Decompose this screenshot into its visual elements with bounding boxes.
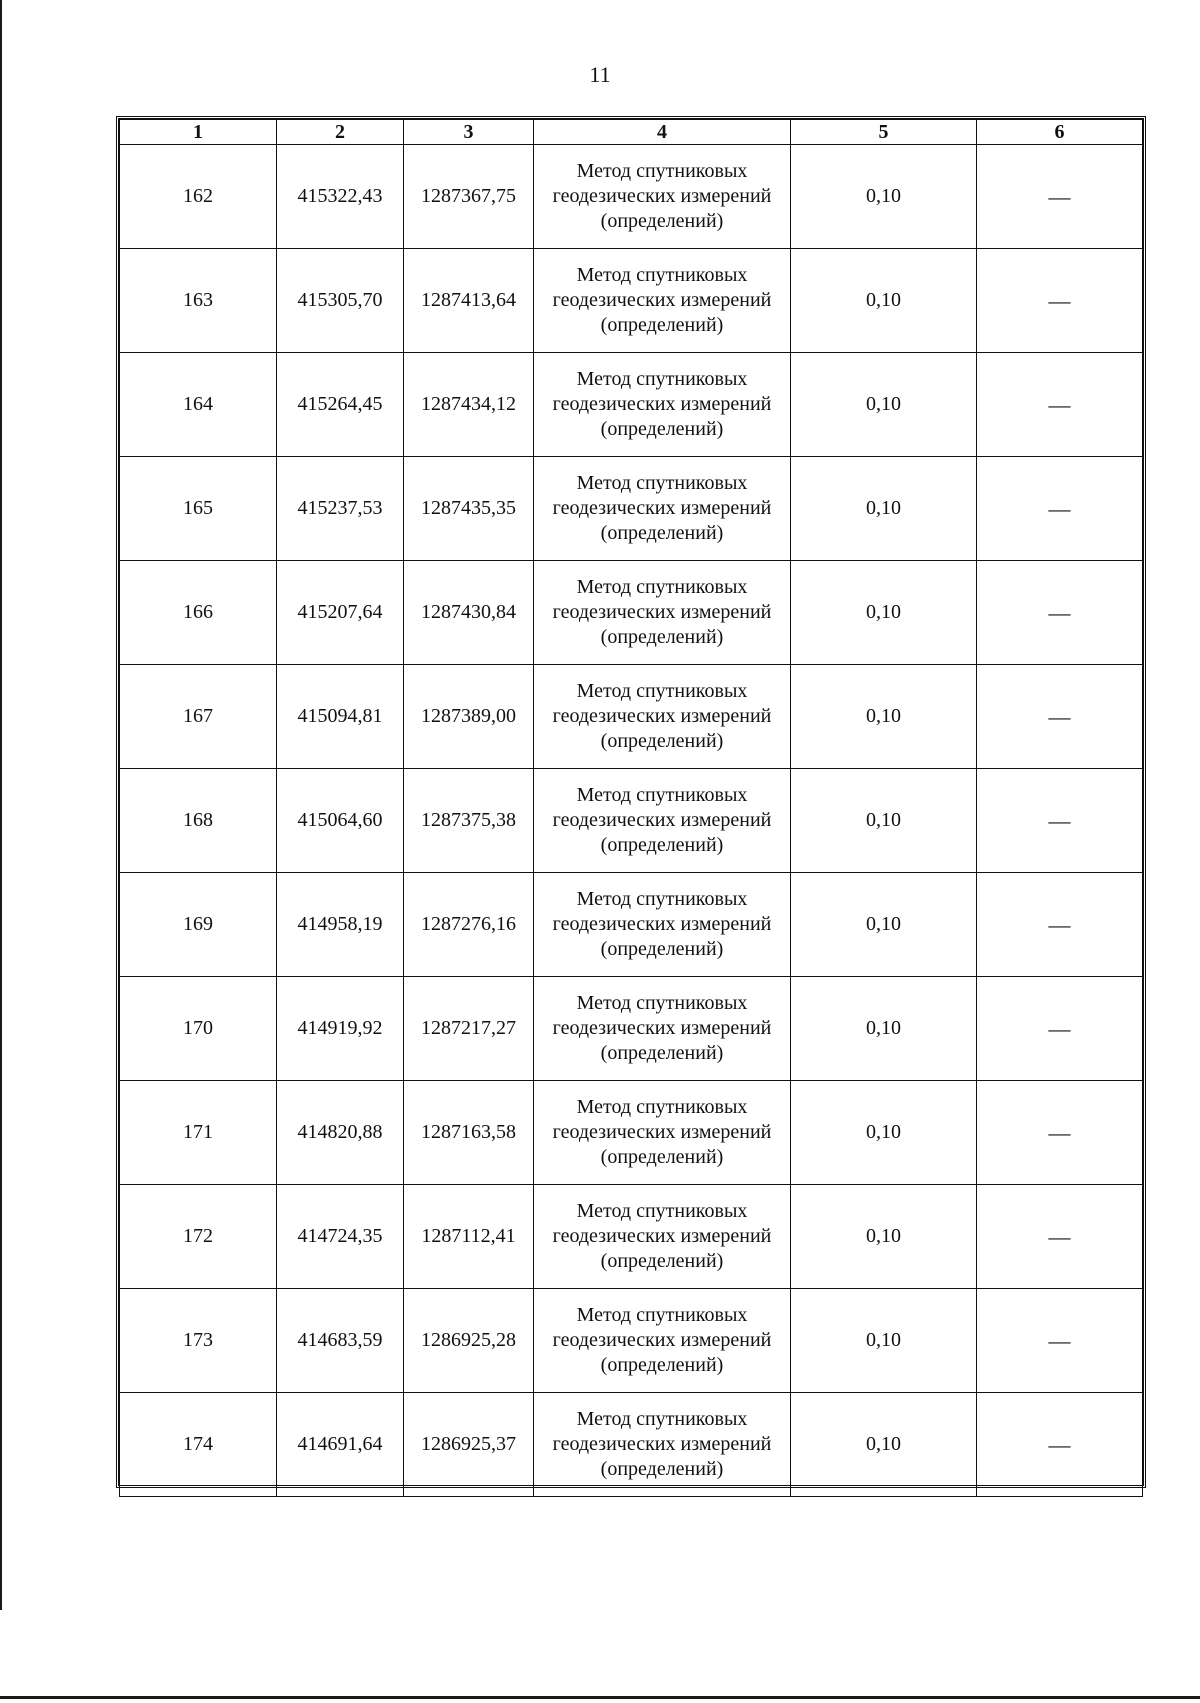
cell-method: Метод спутниковых геодезических измерений (определений) [534, 665, 791, 769]
cell-note: — [977, 873, 1143, 977]
header-col-3: 3 [404, 120, 534, 145]
cell-x: 415322,43 [277, 145, 404, 249]
cell-point: 164 [120, 353, 277, 457]
cell-method: Метод спутниковых геодезических измерений (определений) [534, 353, 791, 457]
cell-y: 1287375,38 [404, 769, 534, 873]
cell-x: 414691,64 [277, 1393, 404, 1497]
cell-accuracy: 0,10 [791, 769, 977, 873]
table-row [120, 1081, 1143, 1185]
cell-method: Метод спутниковых геодезических измерений (определений) [534, 1289, 791, 1393]
table-row [120, 1289, 1143, 1393]
cell-y: 1287434,12 [404, 353, 534, 457]
table-header-row [120, 120, 1143, 145]
cell-point: 166 [120, 561, 277, 665]
cell-accuracy: 0,10 [791, 1393, 977, 1497]
header-col-5: 5 [791, 120, 977, 145]
cell-point: 165 [120, 457, 277, 561]
cell-y: 1286925,28 [404, 1289, 534, 1393]
cell-method: Метод спутниковых геодезических измерений (определений) [534, 1081, 791, 1185]
cell-method: Метод спутниковых геодезических измерений (определений) [534, 561, 791, 665]
cell-y: 1287413,64 [404, 249, 534, 353]
cell-y: 1287276,16 [404, 873, 534, 977]
cell-note: — [977, 977, 1143, 1081]
cell-accuracy: 0,10 [791, 249, 977, 353]
cell-note: — [977, 1393, 1143, 1497]
cell-method: Метод спутниковых геодезических измерений (определений) [534, 457, 791, 561]
cell-note: — [977, 561, 1143, 665]
cell-accuracy: 0,10 [791, 561, 977, 665]
cell-note: — [977, 457, 1143, 561]
header-col-6: 6 [977, 120, 1143, 145]
cell-y: 1287430,84 [404, 561, 534, 665]
cell-point: 174 [120, 1393, 277, 1497]
cell-x: 415305,70 [277, 249, 404, 353]
coordinates-table [119, 119, 1143, 1497]
cell-point: 169 [120, 873, 277, 977]
cell-x: 414724,35 [277, 1185, 404, 1289]
cell-x: 415064,60 [277, 769, 404, 873]
cell-accuracy: 0,10 [791, 665, 977, 769]
cell-x: 414958,19 [277, 873, 404, 977]
cell-x: 414683,59 [277, 1289, 404, 1393]
cell-note: — [977, 769, 1143, 873]
cell-method: Метод спутниковых геодезических измерений (определений) [534, 977, 791, 1081]
cell-note: — [977, 1289, 1143, 1393]
cell-point: 170 [120, 977, 277, 1081]
cell-x: 415237,53 [277, 457, 404, 561]
table-row [120, 1185, 1143, 1289]
cell-note: — [977, 249, 1143, 353]
cell-accuracy: 0,10 [791, 353, 977, 457]
table-row [120, 873, 1143, 977]
cell-point: 172 [120, 1185, 277, 1289]
header-col-4: 4 [534, 120, 791, 145]
cell-method: Метод спутниковых геодезических измерений (определений) [534, 769, 791, 873]
table-row [120, 561, 1143, 665]
cell-accuracy: 0,10 [791, 145, 977, 249]
cell-method: Метод спутниковых геодезических измерений (определений) [534, 873, 791, 977]
cell-note: — [977, 145, 1143, 249]
cell-x: 415264,45 [277, 353, 404, 457]
cell-note: — [977, 1185, 1143, 1289]
table-row [120, 353, 1143, 457]
table-row [120, 457, 1143, 561]
cell-accuracy: 0,10 [791, 457, 977, 561]
table-row [120, 1393, 1143, 1497]
cell-point: 173 [120, 1289, 277, 1393]
table-row [120, 665, 1143, 769]
cell-method: Метод спутниковых геодезических измерений (определений) [534, 249, 791, 353]
cell-note: — [977, 665, 1143, 769]
cell-x: 415207,64 [277, 561, 404, 665]
cell-point: 167 [120, 665, 277, 769]
cell-point: 163 [120, 249, 277, 353]
header-col-2: 2 [277, 120, 404, 145]
cell-y: 1287217,27 [404, 977, 534, 1081]
cell-y: 1286925,37 [404, 1393, 534, 1497]
cell-y: 1287112,41 [404, 1185, 534, 1289]
cell-y: 1287435,35 [404, 457, 534, 561]
cell-point: 168 [120, 769, 277, 873]
cell-note: — [977, 1081, 1143, 1185]
table-row [120, 145, 1143, 249]
cell-note: — [977, 353, 1143, 457]
scan-edge-bottom [0, 1696, 1200, 1699]
cell-method: Метод спутниковых геодезических измерений (определений) [534, 1393, 791, 1497]
table-row [120, 977, 1143, 1081]
header-col-1: 1 [120, 120, 277, 145]
page-number: 11 [589, 62, 611, 87]
cell-accuracy: 0,10 [791, 873, 977, 977]
cell-accuracy: 0,10 [791, 977, 977, 1081]
cell-method: Метод спутниковых геодезических измерений (определений) [534, 1185, 791, 1289]
cell-y: 1287163,58 [404, 1081, 534, 1185]
cell-x: 415094,81 [277, 665, 404, 769]
cell-point: 171 [120, 1081, 277, 1185]
cell-point: 162 [120, 145, 277, 249]
cell-accuracy: 0,10 [791, 1081, 977, 1185]
scan-edge-left [0, 0, 2, 1610]
cell-accuracy: 0,10 [791, 1185, 977, 1289]
coordinates-table-frame [116, 116, 1146, 1488]
cell-y: 1287389,00 [404, 665, 534, 769]
table-row [120, 769, 1143, 873]
table-row [120, 249, 1143, 353]
cell-y: 1287367,75 [404, 145, 534, 249]
cell-method: Метод спутниковых геодезических измерений (определений) [534, 145, 791, 249]
cell-accuracy: 0,10 [791, 1289, 977, 1393]
cell-x: 414919,92 [277, 977, 404, 1081]
cell-x: 414820,88 [277, 1081, 404, 1185]
